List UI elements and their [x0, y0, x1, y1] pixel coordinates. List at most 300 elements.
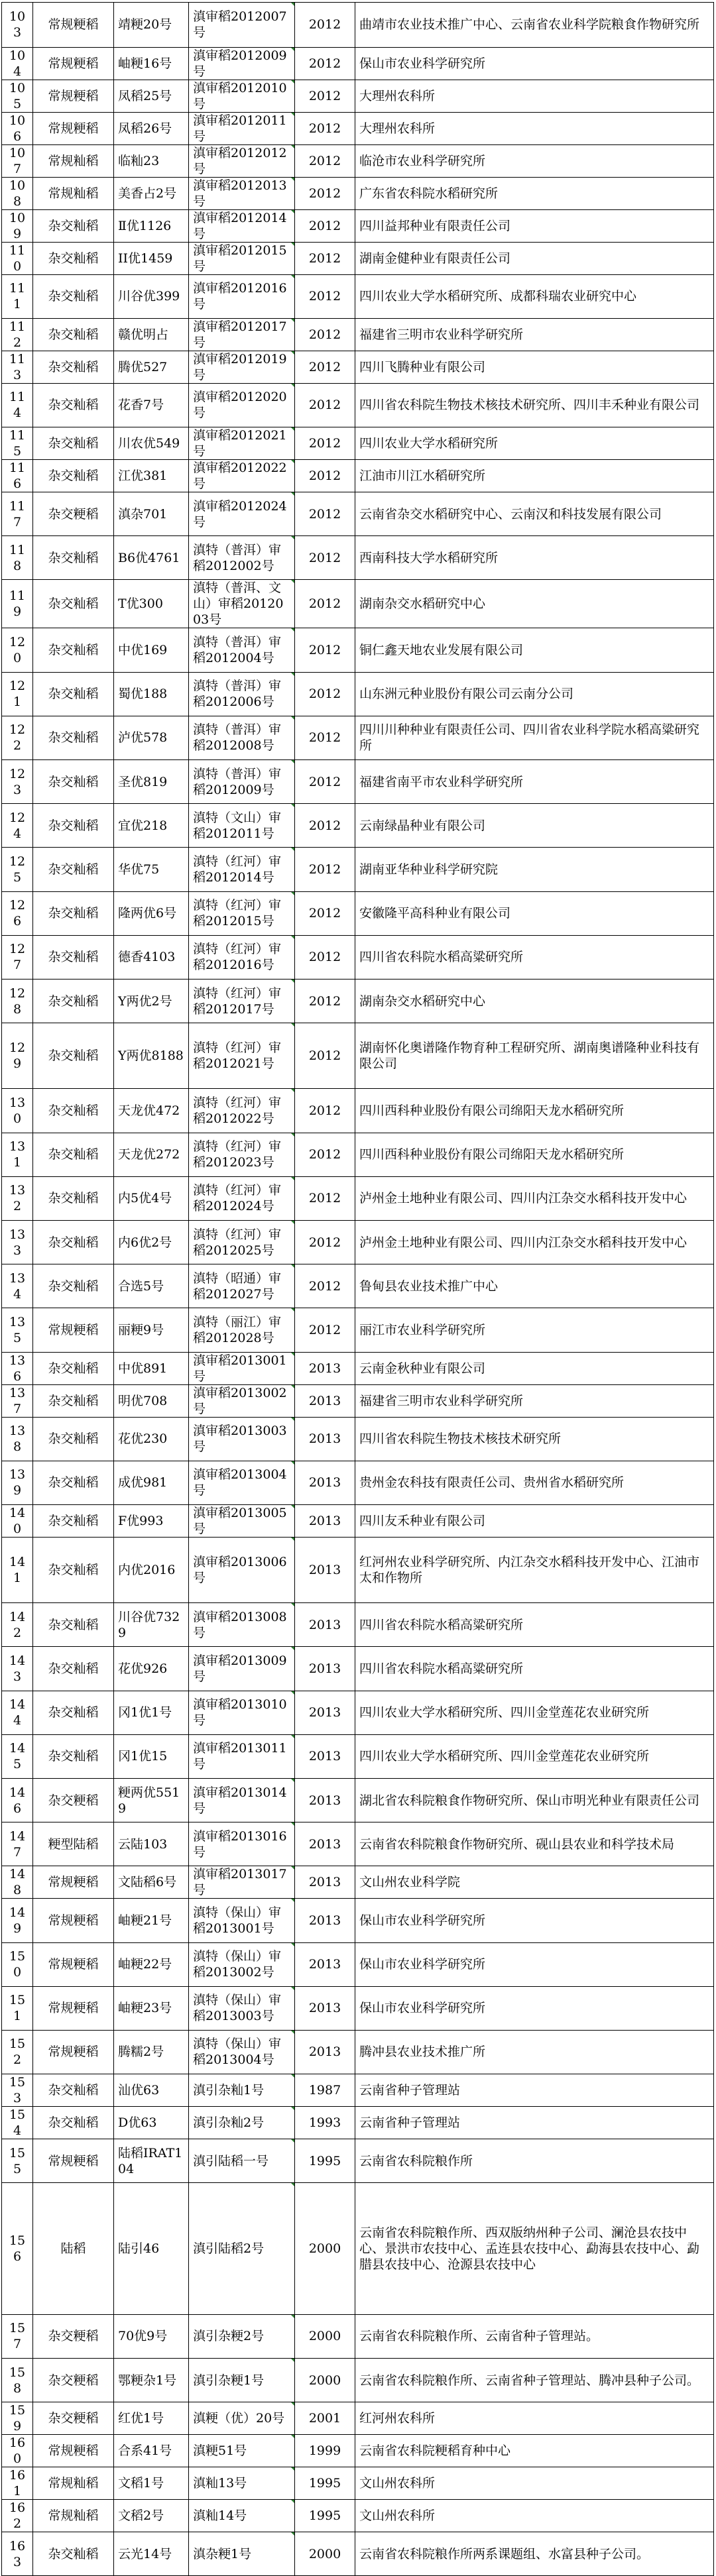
- rice-type-cell: 杂交籼稻: [33, 460, 114, 492]
- table-row: [2, 2435, 714, 2467]
- rice-type-cell: 常规粳稻: [33, 112, 114, 144]
- row-number-cell: 131: [2, 1133, 33, 1176]
- table-row: [2, 1308, 714, 1352]
- cell-comment-marker-icon: [291, 1418, 294, 1421]
- cell-comment-marker-icon: [291, 1779, 294, 1782]
- table-row: [2, 979, 714, 1023]
- table-row: [2, 1023, 714, 1089]
- year-cell: 2000: [295, 2532, 355, 2576]
- breeder-org-cell: 福建省三明市农业科学研究所: [355, 1384, 714, 1417]
- year-cell: 2013: [295, 1504, 355, 1537]
- table-row: [2, 1866, 714, 1899]
- row-number-cell: 125: [2, 848, 33, 891]
- cell-comment-marker-icon: [291, 275, 294, 278]
- variety-name-cell: Y两优8188: [114, 1023, 189, 1089]
- breeder-org-cell: 云南绿晶种业有限公司: [355, 804, 714, 848]
- breeder-org-cell: 四川省农科院生物技术核技术研究所、四川丰禾种业有限公司: [355, 383, 714, 427]
- cell-comment-marker-icon: [291, 673, 294, 676]
- year-cell: 2012: [295, 80, 355, 112]
- approval-number-cell: [189, 2500, 295, 2532]
- year-cell: 2013: [295, 1603, 355, 1647]
- cell-comment-marker-icon: [291, 1866, 294, 1870]
- row-number-cell: 122: [2, 716, 33, 759]
- table-row: [2, 2359, 714, 2402]
- table-row: [2, 80, 714, 112]
- cell-comment-marker-icon: [291, 1023, 294, 1027]
- cell-comment-marker-icon: [291, 892, 294, 895]
- row-number-cell: 126: [2, 891, 33, 935]
- rice-type-cell: 常规粳稻: [33, 1308, 114, 1352]
- year-cell: 2012: [295, 47, 355, 80]
- rice-type-cell: 杂交粳稻: [33, 492, 114, 536]
- cell-comment-marker-icon: [291, 760, 294, 763]
- cell-comment-marker-icon: [291, 2139, 294, 2143]
- breeder-org-cell: 江油市川江水稻研究所: [355, 460, 714, 492]
- year-cell: 2013: [295, 2030, 355, 2074]
- row-number-cell: 124: [2, 804, 33, 848]
- approval-number-cell: [189, 2314, 295, 2358]
- approval-number-text: 滇杂粳1号: [193, 2546, 252, 2561]
- rice-type-cell: 常规粳稻: [33, 47, 114, 80]
- table-row: [2, 1461, 714, 1504]
- approval-number-text: 滇审稻2013003号: [193, 1424, 287, 1455]
- cell-comment-marker-icon: [291, 536, 294, 539]
- approval-number-text: 滇特（保山）审稻2013001号: [193, 1905, 282, 1936]
- approval-number-text: 滇特（红河）审稻2012024号: [193, 1183, 282, 1214]
- approval-number-cell: [189, 2467, 295, 2500]
- rice-type-cell: 杂交籼稻: [33, 274, 114, 318]
- approval-number-cell: [189, 672, 295, 716]
- variety-name-cell: 冈1优1号: [114, 1691, 189, 1734]
- rice-type-cell: 常规粳稻: [33, 80, 114, 112]
- row-number-cell: 163: [2, 2532, 33, 2576]
- approval-number-text: 滇粳（优）20号: [193, 2411, 285, 2426]
- approval-number-cell: [189, 1308, 295, 1352]
- approval-number-text: 滇粳51号: [193, 2443, 247, 2459]
- row-number-cell: 120: [2, 628, 33, 672]
- approval-number-cell: [189, 1942, 295, 1986]
- approval-number-cell: [189, 1866, 295, 1899]
- table-row: [2, 209, 714, 242]
- year-cell: 2012: [295, 427, 355, 460]
- approval-number-text: 滇特（丽江）审稻2012028号: [193, 1314, 282, 1345]
- year-cell: 2001: [295, 2402, 355, 2435]
- variety-name-cell: 宜优218: [114, 804, 189, 848]
- approval-number-text: 滇审稻2012022号: [193, 461, 287, 492]
- breeder-org-cell: 泸州金土地种业有限公司、四川内江杂交水稻科技开发中心: [355, 1220, 714, 1264]
- cell-comment-marker-icon: [291, 1133, 294, 1137]
- table-row: [2, 1603, 714, 1647]
- row-number-cell: 105: [2, 80, 33, 112]
- cell-comment-marker-icon: [291, 2031, 294, 2034]
- variety-name-cell: 川农优549: [114, 427, 189, 460]
- cell-comment-marker-icon: [291, 145, 294, 148]
- approval-number-cell: [189, 580, 295, 628]
- approval-number-cell: [189, 460, 295, 492]
- approval-number-cell: [189, 1734, 295, 1778]
- approval-number-text: 滇特（红河）审稻2012021号: [193, 1040, 282, 1072]
- approval-number-text: 滇审稻2012010号: [193, 80, 287, 111]
- breeder-org-cell: 四川农业大学水稻研究所、四川金堂莲花农业研究所: [355, 1734, 714, 1778]
- approval-number-text: 滇引陆稻一号: [193, 2153, 269, 2168]
- variety-name-cell: 岫粳22号: [114, 1942, 189, 1986]
- rice-type-cell: 杂交籼稻: [33, 1264, 114, 1308]
- approval-number-cell: [189, 1899, 295, 1942]
- approval-number-text: 滇特（红河）审稻2012016号: [193, 942, 282, 973]
- cell-comment-marker-icon: [291, 1538, 294, 1541]
- breeder-org-cell: 文山州农科所: [355, 2500, 714, 2532]
- approval-number-cell: [189, 112, 295, 144]
- table-row: [2, 1647, 714, 1691]
- variety-name-cell: Ⅱ优1126: [114, 209, 189, 242]
- cell-comment-marker-icon: [291, 2435, 294, 2438]
- cell-comment-marker-icon: [291, 243, 294, 246]
- approval-number-cell: [189, 716, 295, 759]
- row-number-cell: 129: [2, 1023, 33, 1089]
- year-cell: 2013: [295, 1942, 355, 1986]
- year-cell: 2012: [295, 112, 355, 144]
- variety-name-cell: 滇杂701: [114, 492, 189, 536]
- breeder-org-cell: 云南金秋种业有限公司: [355, 1352, 714, 1384]
- variety-name-cell: 云陆103: [114, 1822, 189, 1866]
- rice-type-cell: 杂交籼稻: [33, 427, 114, 460]
- approval-number-text: 滇审稻2012017号: [193, 319, 287, 350]
- table-row: [2, 1504, 714, 1537]
- cell-comment-marker-icon: [291, 351, 294, 355]
- table-row: [2, 2467, 714, 2500]
- variety-name-cell: 德香4103: [114, 935, 189, 979]
- row-number-cell: 108: [2, 177, 33, 209]
- breeder-org-cell: 四川西科种业股份有限公司绵阳天龙水稻研究所: [355, 1133, 714, 1176]
- variety-name-cell: 合系41号: [114, 2435, 189, 2467]
- row-number-cell: 143: [2, 1647, 33, 1691]
- row-number-cell: 141: [2, 1537, 33, 1602]
- year-cell: 2013: [295, 1822, 355, 1866]
- rice-type-cell: 杂交籼稻: [33, 628, 114, 672]
- breeder-org-cell: 湖南杂交水稻研究中心: [355, 979, 714, 1023]
- row-number-cell: 153: [2, 2074, 33, 2107]
- table-row: [2, 628, 714, 672]
- approval-number-cell: [189, 848, 295, 891]
- row-number-cell: 112: [2, 318, 33, 351]
- approval-number-text: 滇审稻2013016号: [193, 1828, 287, 1860]
- variety-name-cell: 70优9号: [114, 2314, 189, 2358]
- rice-type-cell: 杂交籼稻: [33, 1089, 114, 1133]
- cell-comment-marker-icon: [291, 2467, 294, 2471]
- table-row: [2, 2532, 714, 2576]
- cell-comment-marker-icon: [291, 1603, 294, 1606]
- table-row: [2, 242, 714, 274]
- breeder-org-cell: 西南科技大学水稻研究所: [355, 536, 714, 580]
- approval-number-cell: [189, 1352, 295, 1384]
- breeder-org-cell: 四川西科种业股份有限公司绵阳天龙水稻研究所: [355, 1089, 714, 1133]
- approval-number-text: 滇审稻2013011号: [193, 1741, 287, 1772]
- approval-number-cell: [189, 492, 295, 536]
- approval-number-cell: [189, 2139, 295, 2183]
- approval-number-cell: [189, 144, 295, 177]
- approval-number-cell: [189, 3, 295, 48]
- row-number-cell: 117: [2, 492, 33, 536]
- cell-comment-marker-icon: [291, 628, 294, 632]
- row-number-cell: 142: [2, 1603, 33, 1647]
- table-row: [2, 716, 714, 759]
- breeder-org-cell: 大理州农科所: [355, 112, 714, 144]
- table-row: [2, 1384, 714, 1417]
- approval-number-cell: [189, 1986, 295, 2030]
- variety-name-cell: 内6优2号: [114, 1220, 189, 1264]
- approval-number-text: 滇特（红河）审稻2012015号: [193, 898, 282, 929]
- year-cell: 2013: [295, 1734, 355, 1778]
- approval-number-text: 滇审稻2012020号: [193, 390, 287, 421]
- approval-number-text: 滇特（红河）审稻2012014号: [193, 854, 282, 885]
- table-row: [2, 1899, 714, 1942]
- table-row: [2, 274, 714, 318]
- table-row: [2, 47, 714, 80]
- variety-name-cell: 鄂粳杂1号: [114, 2359, 189, 2402]
- table-row: [2, 1778, 714, 1822]
- table-row: [2, 3, 714, 48]
- approval-number-cell: [189, 427, 295, 460]
- cell-comment-marker-icon: [291, 492, 294, 496]
- year-cell: 2000: [295, 2183, 355, 2315]
- year-cell: 2012: [295, 209, 355, 242]
- year-cell: 2012: [295, 460, 355, 492]
- variety-name-cell: 粳两优5519: [114, 1778, 189, 1822]
- breeder-org-cell: 福建省三明市农业科学研究所: [355, 318, 714, 351]
- rice-type-cell: 杂交籼稻: [33, 383, 114, 427]
- breeder-org-cell: 安徽隆平高科种业有限公司: [355, 891, 714, 935]
- row-number-cell: 154: [2, 2107, 33, 2139]
- approval-number-text: 滇审稻2012013号: [193, 178, 287, 209]
- approval-number-text: 滇审稻2012012号: [193, 145, 287, 176]
- approval-number-text: 滇审稻2012007号: [193, 9, 287, 40]
- row-number-cell: 106: [2, 112, 33, 144]
- rice-type-cell: 杂交粳稻: [33, 2402, 114, 2435]
- variety-name-cell: 腾优527: [114, 351, 189, 383]
- variety-name-cell: Y两优2号: [114, 979, 189, 1023]
- variety-name-cell: 圣优819: [114, 760, 189, 804]
- approval-number-text: 滇特（保山）审稻2013004号: [193, 2037, 282, 2068]
- approval-number-text: 滇审稻2013002号: [193, 1385, 287, 1416]
- approval-number-text: 滇特（保山）审稻2013003号: [193, 1993, 282, 2024]
- variety-name-cell: B6优4761: [114, 536, 189, 580]
- row-number-cell: 148: [2, 1866, 33, 1899]
- year-cell: 2012: [295, 1133, 355, 1176]
- variety-name-cell: 凤稻25号: [114, 80, 189, 112]
- variety-name-cell: 内5优4号: [114, 1176, 189, 1220]
- cell-comment-marker-icon: [291, 2532, 294, 2536]
- cell-comment-marker-icon: [291, 1943, 294, 1946]
- table-row: [2, 112, 714, 144]
- approval-number-text: 滇特（保山）审稻2013002号: [193, 1949, 282, 1980]
- cell-comment-marker-icon: [291, 2500, 294, 2503]
- variety-name-cell: 成优981: [114, 1461, 189, 1504]
- year-cell: 1995: [295, 2467, 355, 2500]
- row-number-cell: 103: [2, 3, 33, 48]
- variety-name-cell: 冈1优15: [114, 1734, 189, 1778]
- year-cell: 2012: [295, 1089, 355, 1133]
- breeder-org-cell: 鲁甸县农业技术推广中心: [355, 1264, 714, 1308]
- year-cell: 2012: [295, 383, 355, 427]
- variety-name-cell: 陆引46: [114, 2183, 189, 2315]
- table-row: [2, 318, 714, 351]
- breeder-org-cell: 铜仁鑫天地农业发展有限公司: [355, 628, 714, 672]
- variety-name-cell: 中优169: [114, 628, 189, 672]
- breeder-org-cell: 四川农业大学水稻研究所、四川金堂莲花农业研究所: [355, 1691, 714, 1734]
- approval-number-cell: [189, 628, 295, 672]
- rice-type-cell: 杂交籼稻: [33, 2107, 114, 2139]
- table-row: [2, 1352, 714, 1384]
- breeder-org-cell: 湖南杂交水稻研究中心: [355, 580, 714, 628]
- rice-type-cell: 杂交籼稻: [33, 716, 114, 759]
- variety-name-cell: 文陆稻6号: [114, 1866, 189, 1899]
- cell-comment-marker-icon: [291, 1353, 294, 1356]
- variety-name-cell: 蜀优188: [114, 672, 189, 716]
- approval-number-text: 滇审稻2013006号: [193, 1555, 287, 1586]
- cell-comment-marker-icon: [291, 80, 294, 84]
- rice-type-cell: 杂交籼稻: [33, 2074, 114, 2107]
- variety-name-cell: 内优2016: [114, 1537, 189, 1602]
- table-row: [2, 144, 714, 177]
- rice-type-cell: 杂交籼稻: [33, 672, 114, 716]
- rice-type-cell: 陆稻: [33, 2183, 114, 2315]
- breeder-org-cell: 四川省农科院水稻高粱研究所: [355, 1647, 714, 1691]
- approval-number-cell: [189, 1023, 295, 1089]
- row-number-cell: 138: [2, 1417, 33, 1461]
- variety-name-cell: 天龙优272: [114, 1133, 189, 1176]
- cell-comment-marker-icon: [291, 1385, 294, 1388]
- year-cell: 2012: [295, 672, 355, 716]
- year-cell: 2012: [295, 144, 355, 177]
- approval-number-text: 滇特（普洱）审稻2012008号: [193, 722, 282, 754]
- breeder-org-cell: 云南省农科院粮食作物研究所、砚山县农业和科学技术局: [355, 1822, 714, 1866]
- variety-name-cell: 川谷优399: [114, 274, 189, 318]
- breeder-org-cell: 四川省农科院生物技术核技术研究所: [355, 1417, 714, 1461]
- variety-name-cell: 美香占2号: [114, 177, 189, 209]
- table-row: [2, 2314, 714, 2358]
- cell-comment-marker-icon: [291, 3, 294, 6]
- rice-type-cell: 杂交籼稻: [33, 1691, 114, 1734]
- breeder-org-cell: 四川飞腾种业有限公司: [355, 351, 714, 383]
- row-number-cell: 132: [2, 1176, 33, 1220]
- breeder-org-cell: 湖南亚华种业科学研究院: [355, 848, 714, 891]
- rice-type-cell: 常规籼稻: [33, 144, 114, 177]
- rice-type-cell: 常规籼稻: [33, 177, 114, 209]
- approval-number-cell: [189, 351, 295, 383]
- row-number-cell: 156: [2, 2183, 33, 2315]
- year-cell: 2013: [295, 1986, 355, 2030]
- variety-name-cell: 汕优63: [114, 2074, 189, 2107]
- variety-name-cell: 华优75: [114, 848, 189, 891]
- table-row: [2, 2183, 714, 2315]
- rice-type-cell: 杂交籼稻: [33, 1734, 114, 1778]
- row-number-cell: 140: [2, 1504, 33, 1537]
- approval-number-text: 滇引杂粳2号: [193, 2329, 265, 2344]
- approval-number-cell: [189, 2107, 295, 2139]
- table-row: [2, 848, 714, 891]
- rice-type-cell: 杂交籼稻: [33, 760, 114, 804]
- cell-comment-marker-icon: [291, 1899, 294, 1902]
- table-row: [2, 1264, 714, 1308]
- approval-number-cell: [189, 2359, 295, 2402]
- year-cell: 2012: [295, 580, 355, 628]
- variety-name-cell: 川谷优7329: [114, 1603, 189, 1647]
- row-number-cell: 110: [2, 242, 33, 274]
- table-row: [2, 351, 714, 383]
- breeder-org-cell: 云南省种子管理站: [355, 2074, 714, 2107]
- breeder-org-cell: 山东洲元种业股份有限公司云南分公司: [355, 672, 714, 716]
- cell-comment-marker-icon: [291, 427, 294, 431]
- approval-number-text: 滇审稻2012011号: [193, 113, 287, 144]
- breeder-org-cell: 云南省农科院粮作所两系课题组、水富县种子公司。: [355, 2532, 714, 2576]
- cell-comment-marker-icon: [291, 1647, 294, 1650]
- year-cell: 2012: [295, 760, 355, 804]
- approval-number-cell: [189, 274, 295, 318]
- row-number-cell: 160: [2, 2435, 33, 2467]
- breeder-org-cell: 大理州农科所: [355, 80, 714, 112]
- rice-type-cell: 杂交籼稻: [33, 1384, 114, 1417]
- table-row: [2, 492, 714, 536]
- row-number-cell: 146: [2, 1778, 33, 1822]
- variety-name-cell: 岫粳16号: [114, 47, 189, 80]
- row-number-cell: 111: [2, 274, 33, 318]
- variety-name-cell: T优300: [114, 580, 189, 628]
- breeder-org-cell: 云南省农科院粮作所、云南省种子管理站。: [355, 2314, 714, 2358]
- approval-number-text: 滇籼14号: [193, 2508, 247, 2524]
- breeder-org-cell: 福建省南平市农业科学研究所: [355, 760, 714, 804]
- approval-number-text: 滇特（红河）审稻2012017号: [193, 985, 282, 1017]
- year-cell: 1987: [295, 2074, 355, 2107]
- cell-comment-marker-icon: [291, 2402, 294, 2406]
- row-number-cell: 130: [2, 1089, 33, 1133]
- year-cell: 2012: [295, 979, 355, 1023]
- table-row: [2, 1176, 714, 1220]
- variety-name-cell: 中优891: [114, 1352, 189, 1384]
- approval-number-cell: [189, 1822, 295, 1866]
- approval-number-text: 滇特（普洱）审稻2012004号: [193, 635, 282, 666]
- breeder-org-cell: 腾冲县农业技术推广所: [355, 2030, 714, 2074]
- breeder-org-cell: 泸州金土地种业有限公司、四川内江杂交水稻科技开发中心: [355, 1176, 714, 1220]
- approval-number-text: 滇审稻2012021号: [193, 428, 287, 459]
- cell-comment-marker-icon: [291, 1822, 294, 1826]
- approval-number-cell: [189, 1089, 295, 1133]
- table-row: [2, 177, 714, 209]
- approval-number-text: 滇审稻2013010号: [193, 1697, 287, 1728]
- variety-name-cell: 文稻2号: [114, 2500, 189, 2532]
- approval-number-cell: [189, 2030, 295, 2074]
- variety-name-cell: 红优1号: [114, 2402, 189, 2435]
- cell-comment-marker-icon: [291, 210, 294, 213]
- table-row: [2, 760, 714, 804]
- variety-name-cell: 岫粳21号: [114, 1899, 189, 1942]
- approval-number-text: 滇特（普洱、文山）审稻2012003号: [193, 581, 284, 628]
- approval-number-text: 滇审稻2012015号: [193, 243, 287, 274]
- approval-number-cell: [189, 536, 295, 580]
- approval-number-cell: [189, 1504, 295, 1537]
- approval-number-cell: [189, 209, 295, 242]
- row-number-cell: 151: [2, 1986, 33, 2030]
- rice-type-cell: 常规粳稻: [33, 3, 114, 48]
- year-cell: 2013: [295, 1384, 355, 1417]
- approval-number-cell: [189, 383, 295, 427]
- variety-table: [1, 2, 714, 2576]
- cell-comment-marker-icon: [291, 1177, 294, 1180]
- row-number-cell: 119: [2, 580, 33, 628]
- table-row: [2, 1537, 714, 1602]
- row-number-cell: 104: [2, 47, 33, 80]
- cell-comment-marker-icon: [291, 804, 294, 807]
- rice-type-cell: 杂交籼稻: [33, 1647, 114, 1691]
